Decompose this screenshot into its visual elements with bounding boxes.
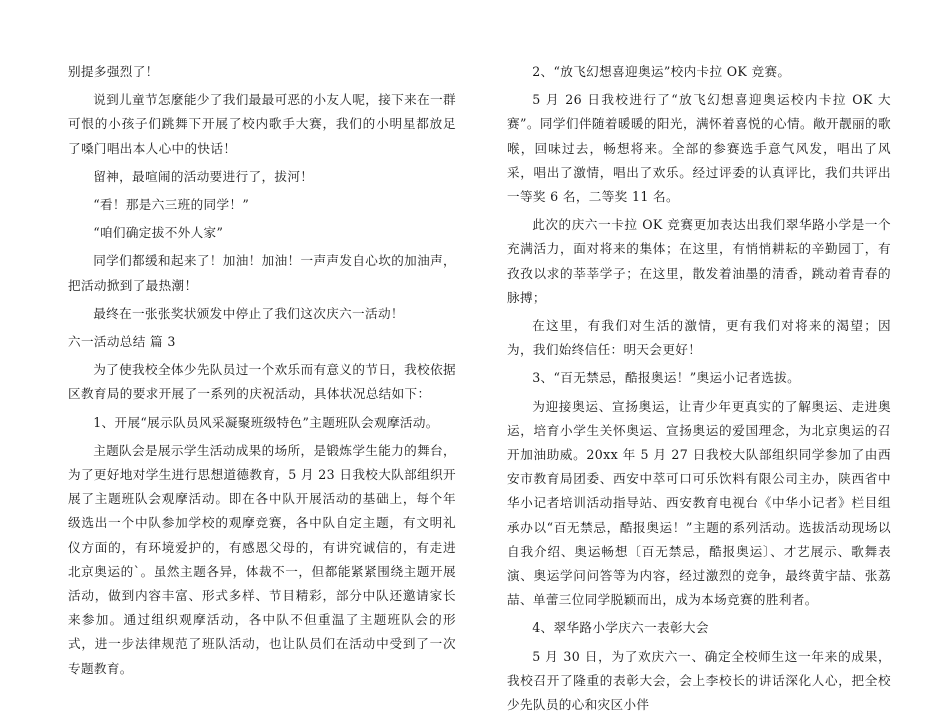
paragraph: 此次的庆六一卡拉 OK 竞赛更加表达出我们翠华路小学是一个充满活力，面对将来的集体；在这里，有悄悄耕耘的辛勤园丁，有孜孜以求的莘莘学子；在这里，散发着油墨的清香，跳动着青春的脉搏； — [507, 217, 891, 305]
section-heading: 六一活动总结 篇 3 — [68, 334, 176, 350]
paragraph: 4、翠华路小学庆六一表彰大会 — [532, 620, 709, 636]
paragraph: 为迎接奥运、宣扬奥运，让青少年更真实的了解奥运、走进奥运，培育小学生关怀奥运、宣扬奥运的爱国理念，为北京奥运的召开加油助威。20xx 年 5 月 27 日我校大队部组织同学参加了由西安市教育局团委、西安中萃可口可乐饮料有限公司主办，陕西省中华小记者培训活动指导站、西安教育电视台《中华小记者》栏目组承办以“百无禁忌，酷报奥运！”主题的系列活动。选拔活动现场以自我介绍、奥运畅想〔百无禁忌，酷报奥运〕、才艺展示、歌舞表演、奥运学问问答等为内容，经过激烈的竞争，最终黄宇喆、张荔喆、单蕾三位同学脱颖而出，成为本场竞赛的胜利者。 — [507, 398, 891, 608]
paragraph: 别提多强烈了！ — [68, 64, 159, 79]
paragraph: 5 月 26 日我校进行了“放飞幻想喜迎奥运校内卡拉 OK 大赛”。同学们伴随着暖暖的阳光，满怀着喜悦的心情。敞开靓丽的歌喉，回味过去，畅想将来。全部的参赛选手意气风发，唱出了风采，唱出了激情，唱出了欢乐。经过评委的认真评比，我们共评出一等奖 6 名，二等奖 11 名。 — [507, 92, 891, 205]
paragraph: 在这里，有我们对生活的激情，更有我们对将来的渴望；因为，我们始终信任：明天会更好！ — [507, 318, 891, 358]
right-column — [507, 60, 891, 717]
paragraph: 说到儿童节怎麼能少了我们最最可恶的小友人呢，接下来在一群可恨的小孩子们跳舞下开展了校内歌手大赛，我们的小明星都放足了嗓门唱出本人心中的快话！ — [68, 92, 456, 156]
paragraph: 5 月 30 日，为了欢庆六一、确定全校师生这一年来的成果，我校召开了隆重的表彰大会，会上李校长的讲话深化人心，把全校少先队员的心和灾区小伴 — [507, 648, 891, 713]
paragraph: 主题队会是展示学生活动成果的场所，是锻炼学生能力的舞台，为了更好地对学生进行思想道德教育，5 月 23 日我校大队部组织开展了主题班队会观摩活动。即在各中队开展活动的基础上，每个年级选出一个中队参加学校的观摩竞赛，各中队自定主题，有文明礼仪方面的，有环境爱护的，有感恩父母的，有讲究诚信的，有走进北京奥运的`。虽然主题各异，体裁不一，但都能紧紧围绕主题开展活动，做到内容丰富、形式多样、节目精彩，部分中队还邀请家长来参加。通过组织观摩活动，各中队不但重温了主题班队会的形式，进一步法律规范了班队活动，也让队员们在活动中受到了一次专题教育。 — [68, 442, 456, 676]
paragraph: 留神，最喧闹的活动要进行了，拔河！ — [93, 168, 314, 184]
paragraph: 3、“百无禁忌，酷报奥运！”奥运小记者选拔。 — [532, 370, 801, 386]
paragraph: 同学们都缓和起来了！加油！加油！一声声发自心坎的加油声，把活动掀到了最热潮！ — [68, 253, 456, 293]
paragraph: 1、开展“展示队员风采凝聚班级特色”主题班队会观摩活动。 — [93, 414, 439, 430]
paragraph: “看！那是六三班的同学！” — [93, 197, 250, 213]
paragraph: 为了使我校全体少先队员过一个欢乐而有意义的节日，我校依据区教育局的要求开展了一系列的庆祝活动，具体状况总结如下： — [68, 362, 456, 402]
paragraph: 最终在一张张奖状颁发中停止了我们这次庆六一活动！ — [93, 305, 404, 321]
paragraph: “咱们确定拔不外人家” — [93, 225, 224, 241]
paragraph: 2、“放飞幻想喜迎奥运”校内卡拉 OK 竞赛。 — [532, 64, 791, 79]
left-column — [68, 60, 456, 681]
